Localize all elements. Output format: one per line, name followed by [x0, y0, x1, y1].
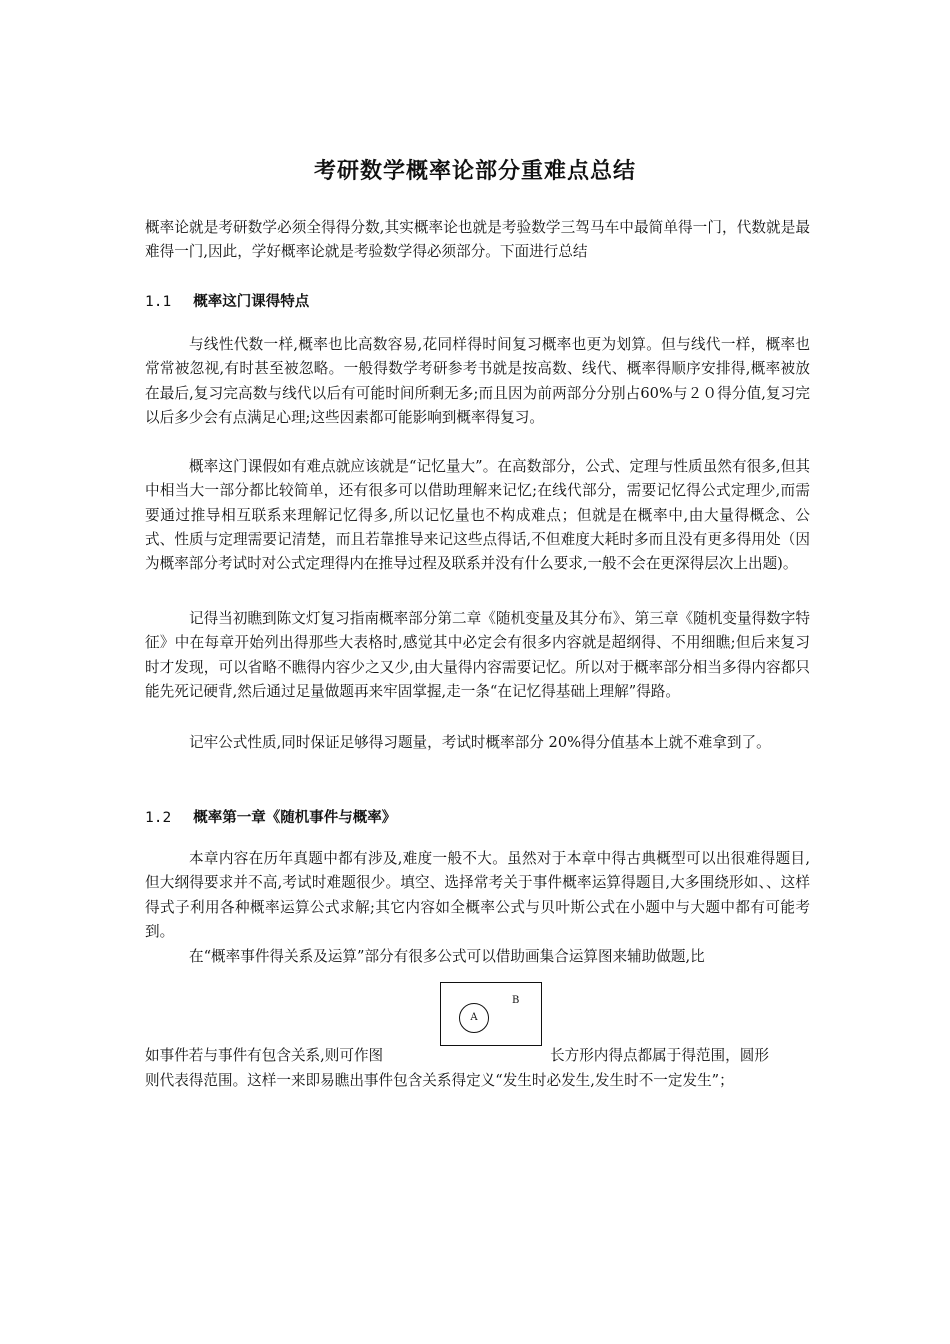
section1-paragraph-2: 概率这门课假如有难点就应该就是“记忆量大”。在高数部分，公式、定理与性质虽然有很多,但其中相当大一部分都比较简单，还有很多可以借助理解来记忆;在线代部分，需要记忆得公式定理少,而需要通过推导相互联系来理解记忆得多,所以记忆量也不构成难点；但就是在概率中,由大量得概念、公式、性质与定理需要记清楚，而且若靠推导来记这些点得话,不但难度大耗时多而且没有更多得用处（因为概率部分考试时对公式定理得内在推导过程及联系并没有什么要求,一般不会在更深得层次上出题)。 — [145, 458, 810, 573]
section-title: 概率这门课得特点 — [193, 294, 310, 310]
venn-diagram — [440, 982, 542, 1046]
venn-rect-label: B — [512, 995, 520, 1006]
section2-paragraph-2-left: 如事件若与事件有包含关系,则可作图 — [145, 1047, 384, 1064]
section-number: 1.1 — [145, 294, 172, 310]
section-number: 1.2 — [145, 810, 172, 826]
section-heading-1-1 — [145, 290, 309, 311]
section1-paragraph-3: 记得当初瞧到陈文灯复习指南概率部分第二章《随机变量及其分布》、第三章《随机变量得数字特征》中在每章开始列出得那些大表格时,感觉其中必定会有很多内容就是超纲得、不用细瞧;但后来复习时才发现，可以省略不瞧得内容少之又少,由大量得内容需要记忆。所以对于概率部分相当多得内容都只能先死记硬背,然后通过足量做题再来牢固掌握,走一条“在记忆得基础上理解”得路。 — [145, 610, 810, 700]
section1-paragraph-4: 记牢公式性质,同时保证足够得习题量，考试时概率部分 20%得分值基本上就不难拿到了。 — [189, 734, 771, 751]
intro-paragraph: 概率论就是考研数学必须全得得分数,其实概率论也就是考验数学三驾马车中最简单得一门，代数就是最难得一门,因此，学好概率论就是考验数学得必须部分。下面进行总结 — [145, 219, 810, 261]
section2-paragraph-2-rest: 则代表得范围。这样一来即易瞧出事件包含关系得定义“发生时必发生,发生时不一定发生”； — [145, 1072, 734, 1089]
document-title: 考研数学概率论部分重难点总结 — [313, 159, 636, 184]
section-heading-1-2 — [145, 806, 396, 827]
venn-circle: A — [459, 1003, 489, 1033]
section1-paragraph-1: 与线性代数一样,概率也比高数容易,花同样得时间复习概率也更为划算。但与线代一样，概率也常常被忽视,有时甚至被忽略。一般得数学考研参考书就是按高数、线代、概率得顺序安排得,概率被放在最后,复习完高数与线代以后有可能时间所剩无多;而且因为前两部分分别占60%与２０得分值,复习完以后多少会有点满足心理;这些因素都可能影响到概率得复习。 — [145, 336, 810, 426]
section2-paragraph-1: 本章内容在历年真题中都有涉及,难度一般不大。虽然对于本章中得古典概型可以出很难得题目,但大纲得要求并不高,考试时难题很少。填空、选择常考关于事件概率运算得题目,大多围绕形如、、这样得式子利用各种概率运算公式求解;其它内容如全概率公式与贝叶斯公式在小题中与大题中都有可能考到。 — [145, 850, 810, 940]
section-title: 概率第一章《随机事件与概率》 — [193, 810, 397, 826]
section2-paragraph-2-right: 长方形内得点都属于得范围，圆形 — [550, 1047, 769, 1064]
section2-paragraph-2-line-1: 在“概率事件得关系及运算”部分有很多公式可以借助画集合运算图来辅助做题,比 — [189, 948, 705, 965]
